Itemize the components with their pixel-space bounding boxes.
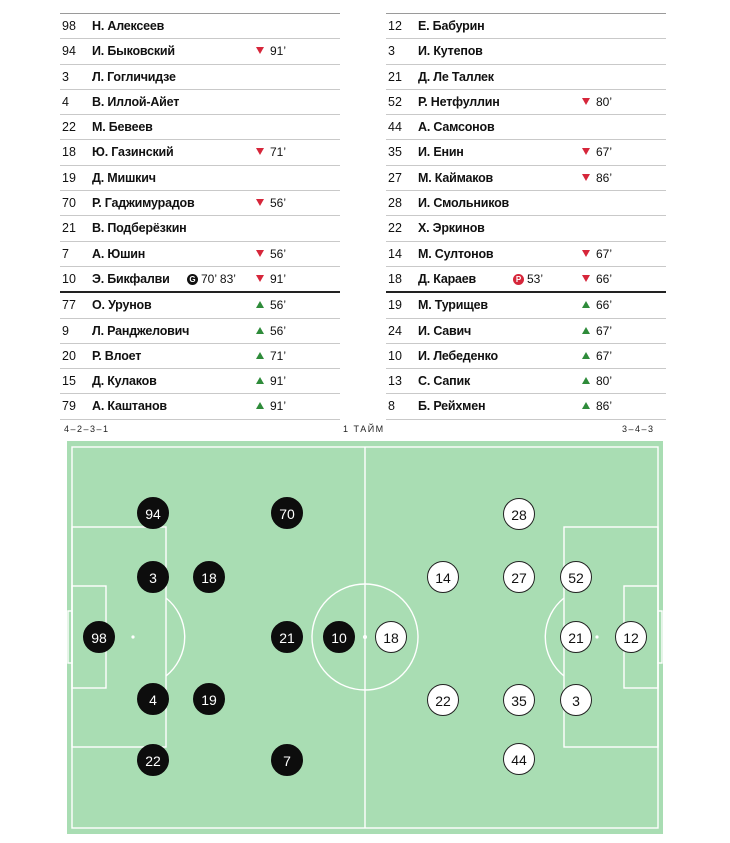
home-player-marker: 10 [323, 621, 355, 653]
sub-out [256, 272, 286, 286]
sub-out-arrow-icon [256, 199, 264, 206]
sub-out [582, 171, 612, 185]
player-number: 52 [388, 94, 402, 109]
player-number: 79 [62, 399, 76, 414]
sub-in [582, 349, 612, 363]
starter-row [60, 115, 340, 140]
sub-in [256, 324, 286, 338]
substitute-row [60, 293, 340, 318]
substitute-row [386, 344, 666, 369]
away-player-marker: 27 [503, 561, 535, 593]
home-player-marker: 70 [271, 497, 303, 529]
home-player-marker: 4 [137, 683, 169, 715]
starter-row [386, 39, 666, 64]
player-name: М. Бевеев [92, 120, 153, 135]
player-name: М. Султонов [418, 246, 494, 261]
sub-out-arrow-icon [256, 275, 264, 282]
sub-minute: 86’ [596, 170, 613, 185]
sub-out-arrow-icon [582, 148, 590, 155]
player-name: И. Быковский [92, 44, 175, 59]
player-name: Р. Влоет [92, 348, 142, 363]
player-name: С. Сапик [418, 374, 470, 389]
player-number: 7 [62, 246, 69, 261]
player-number: 9 [62, 323, 69, 338]
player-name: И. Кутепов [418, 44, 483, 59]
player-name: Д. Ле Таллек [418, 69, 494, 84]
home-player-marker: 21 [271, 621, 303, 653]
sub-minute: 67’ [596, 246, 613, 261]
player-name: Р. Нетфуллин [418, 94, 500, 109]
sub-minute: 91’ [270, 44, 287, 59]
substitute-row [60, 319, 340, 344]
starter-row [60, 267, 340, 293]
starter-row [60, 191, 340, 216]
player-name: И. Савич [418, 323, 472, 338]
football-pitch [67, 441, 663, 834]
player-name: Д. Кулаков [92, 374, 157, 389]
player-name: О. Урунов [92, 298, 152, 313]
player-name: Д. Караев [418, 271, 477, 286]
home-player-marker: 18 [193, 561, 225, 593]
player-name: Д. Мишкич [92, 170, 156, 185]
player-number: 10 [388, 348, 402, 363]
sub-in [256, 399, 286, 413]
player-name: В. Подберёзкин [92, 221, 187, 236]
player-number: 35 [388, 145, 402, 160]
sub-out-arrow-icon [256, 250, 264, 257]
player-number: 27 [388, 170, 402, 185]
sub-minute: 80’ [596, 94, 613, 109]
player-number: 44 [388, 120, 402, 135]
sub-in-arrow-icon [582, 377, 590, 384]
player-number: 10 [62, 271, 76, 286]
player-name: Б. Рейхмен [418, 399, 486, 414]
substitute-row [60, 369, 340, 394]
home-player-marker: 7 [271, 744, 303, 776]
sub-in [582, 324, 612, 338]
sub-out-arrow-icon [582, 275, 590, 282]
sub-minute: 71’ [270, 348, 287, 363]
goal-minutes: 53’ [527, 271, 544, 286]
starter-row [60, 216, 340, 241]
player-number: 14 [388, 246, 402, 261]
sub-out [582, 272, 612, 286]
substitute-row [386, 293, 666, 318]
away-player-marker: 35 [503, 684, 535, 716]
sub-in [582, 374, 612, 388]
sub-in-arrow-icon [582, 327, 590, 334]
player-number: 28 [388, 196, 402, 211]
player-number: 70 [62, 196, 76, 211]
sub-in-arrow-icon [256, 377, 264, 384]
player-name: Е. Бабурин [418, 19, 485, 33]
sub-minute: 91’ [270, 374, 287, 389]
home-player-marker: 22 [137, 744, 169, 776]
player-number: 12 [388, 19, 402, 33]
sub-minute: 67’ [596, 348, 613, 363]
player-number: 22 [62, 120, 76, 135]
player-number: 4 [62, 94, 69, 109]
sub-minute: 56’ [270, 246, 287, 261]
sub-minute: 66’ [596, 271, 613, 286]
away-player-marker: 21 [560, 621, 592, 653]
sub-minute: 86’ [596, 399, 613, 414]
sub-in-arrow-icon [256, 327, 264, 334]
sub-out [256, 247, 286, 261]
away-player-marker: 22 [427, 684, 459, 716]
starter-row [386, 14, 666, 39]
starter-row [386, 166, 666, 191]
sub-in [582, 399, 612, 413]
player-number: 20 [62, 348, 76, 363]
player-name: В. Иллой-Айет [92, 94, 180, 109]
sub-in-arrow-icon [256, 352, 264, 359]
sub-minute: 80’ [596, 374, 613, 389]
sub-in-arrow-icon [582, 301, 590, 308]
sub-in [256, 349, 286, 363]
player-name: Н. Алексеев [92, 19, 165, 33]
player-name: А. Каштанов [92, 399, 167, 414]
goal-minutes: 70’ 83’ [201, 271, 236, 286]
sub-out-arrow-icon [256, 47, 264, 54]
player-number: 94 [62, 44, 76, 59]
penalty-goal-icon: P [513, 274, 524, 285]
player-name: Л. Гогличидзе [92, 69, 176, 84]
sub-out [582, 247, 612, 261]
sub-minute: 56’ [270, 196, 287, 211]
sub-in [256, 374, 286, 388]
player-name: М. Каймаков [418, 170, 494, 185]
player-name: Э. Бикфалви [92, 271, 170, 286]
home-player-marker: 19 [193, 683, 225, 715]
player-number: 18 [62, 145, 76, 160]
player-number: 3 [388, 44, 395, 59]
goal-event [187, 272, 236, 286]
sub-out [582, 95, 612, 109]
player-name: И. Смольников [418, 196, 510, 211]
player-number: 8 [388, 399, 395, 414]
half-label: 1 ТАЙМ [343, 424, 385, 434]
starter-row [60, 39, 340, 64]
starter-row [386, 65, 666, 90]
player-name: А. Юшин [92, 246, 146, 261]
starter-row [386, 140, 666, 165]
home-formation-label: 4–2–3–1 [64, 424, 110, 434]
player-number: 21 [62, 221, 76, 236]
sub-in-arrow-icon [256, 402, 264, 409]
away-player-marker: 44 [503, 743, 535, 775]
player-number: 22 [388, 221, 402, 236]
starter-row [60, 90, 340, 115]
player-name: Ю. Газинский [92, 145, 174, 160]
sub-out [256, 196, 286, 210]
home-player-marker: 98 [83, 621, 115, 653]
starter-row [386, 191, 666, 216]
player-name: М. Турищев [418, 298, 488, 313]
starter-row [60, 14, 340, 39]
player-number: 77 [62, 298, 76, 313]
substitute-row [60, 344, 340, 369]
sub-out [256, 145, 286, 159]
starter-row [60, 166, 340, 191]
away-player-marker: 12 [615, 621, 647, 653]
away-player-marker: 18 [375, 621, 407, 653]
starter-row [386, 90, 666, 115]
sub-in-arrow-icon [582, 352, 590, 359]
sub-out [256, 44, 286, 58]
sub-out-arrow-icon [582, 174, 590, 181]
starter-row [60, 65, 340, 90]
player-name: Л. Ранджелович [92, 323, 190, 338]
substitute-row [386, 394, 666, 419]
starter-row [386, 267, 666, 293]
starter-row [60, 140, 340, 165]
goal-icon: G [187, 274, 198, 285]
player-number: 19 [62, 170, 76, 185]
player-name: И. Енин [418, 145, 464, 160]
away-formation-label: 3–4–3 [622, 424, 655, 434]
player-number: 19 [388, 298, 402, 313]
sub-in [582, 298, 612, 312]
home-player-marker: 3 [137, 561, 169, 593]
sub-out-arrow-icon [256, 148, 264, 155]
sub-minute: 71’ [270, 145, 287, 160]
player-number: 98 [62, 19, 76, 33]
sub-minute: 67’ [596, 323, 613, 338]
away-player-marker: 28 [503, 498, 535, 530]
player-number: 3 [62, 69, 69, 84]
sub-in [256, 298, 286, 312]
sub-minute: 91’ [270, 271, 287, 286]
player-number: 18 [388, 271, 402, 286]
player-number: 21 [388, 69, 402, 84]
player-name: Р. Гаджимурадов [92, 196, 195, 211]
starter-row [60, 242, 340, 267]
substitute-row [60, 394, 340, 419]
away-player-marker: 14 [427, 561, 459, 593]
player-name: А. Самсонов [418, 120, 495, 135]
sub-minute: 56’ [270, 298, 287, 313]
home-lineup-table [60, 13, 340, 420]
starter-row [386, 216, 666, 241]
starter-row [386, 115, 666, 140]
player-number: 15 [62, 374, 76, 389]
sub-minute: 66’ [596, 298, 613, 313]
substitute-row [386, 369, 666, 394]
player-name: И. Лебеденко [418, 348, 498, 363]
away-player-marker: 3 [560, 684, 592, 716]
sub-out [582, 145, 612, 159]
away-lineup-table [386, 13, 666, 420]
away-player-marker: 52 [560, 561, 592, 593]
sub-in-arrow-icon [256, 301, 264, 308]
player-number: 24 [388, 323, 402, 338]
substitute-row [386, 319, 666, 344]
player-name: Х. Эркинов [418, 221, 485, 236]
player-number: 13 [388, 374, 402, 389]
sub-minute: 56’ [270, 323, 287, 338]
sub-out-arrow-icon [582, 98, 590, 105]
starter-row [386, 242, 666, 267]
goal-event [513, 272, 543, 286]
home-player-marker: 94 [137, 497, 169, 529]
sub-minute: 91’ [270, 399, 287, 414]
sub-minute: 67’ [596, 145, 613, 160]
sub-out-arrow-icon [582, 250, 590, 257]
sub-in-arrow-icon [582, 402, 590, 409]
